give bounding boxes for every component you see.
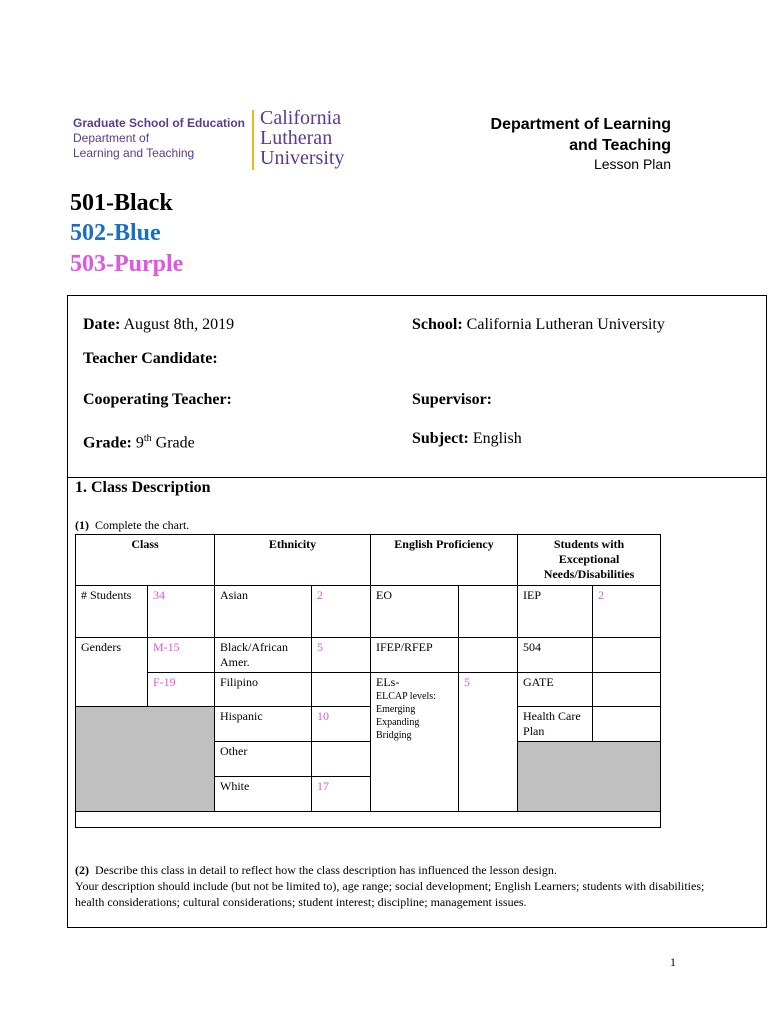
female-value: F-19	[148, 673, 215, 707]
504-value	[593, 638, 661, 673]
gse-line1: Graduate School of Education	[73, 116, 246, 130]
school-field	[412, 315, 665, 335]
department-title	[491, 114, 671, 156]
eo-value	[459, 586, 518, 638]
desc-text2: Your description should include (but not be limited to), age range; social development; English Learners; students with disabilities; health considerations; cultural considerations; student interest; discipline; management issues.	[75, 879, 705, 909]
gate-value	[593, 673, 661, 707]
subject-value: English	[472, 430, 522, 447]
class-description-heading: 1. Class Description	[75, 479, 211, 496]
supervisor-field	[412, 390, 492, 410]
school-label: School:	[412, 316, 463, 333]
inst-text: Complete the chart.	[95, 518, 190, 532]
class-description-instructions	[75, 862, 715, 910]
asian-value: 2	[312, 586, 371, 638]
clu-line1: California	[260, 107, 342, 129]
section-503: 503-Purple	[70, 251, 184, 277]
eo-label: EO	[371, 586, 459, 638]
class-gray-cell	[76, 707, 215, 812]
class-chart	[75, 534, 661, 828]
health-label: Health Care Plan	[518, 707, 593, 742]
desc-line1	[75, 862, 715, 878]
section-501: 501-Black	[70, 190, 173, 216]
grade-label: Grade:	[83, 434, 132, 452]
other-value	[312, 742, 371, 777]
needs-gray-cell	[518, 742, 661, 812]
header-english-proficiency: English Proficiency	[371, 535, 518, 586]
desc-text1: Describe this class in detail to reflect how the class description has influenced the lesson design.	[95, 863, 557, 877]
ifep-label: IFEP/RFEP	[371, 638, 459, 673]
iep-value: 2	[593, 586, 661, 638]
gse-line2: Department of	[73, 131, 150, 145]
header-ethnicity: Ethnicity	[215, 535, 371, 586]
inst-num: (1)	[75, 518, 89, 532]
elcap-expanding: Expanding	[376, 717, 420, 728]
header-class: Class	[76, 535, 215, 586]
hispanic-value: 10	[312, 707, 371, 742]
chart-instruction	[75, 517, 189, 533]
gse-logo	[73, 116, 245, 161]
coop-field	[83, 390, 232, 410]
grade-word: Grade	[155, 434, 195, 452]
supervisor-label: Supervisor:	[412, 391, 492, 408]
black-value: 5	[312, 638, 371, 673]
gate-label: GATE	[518, 673, 593, 707]
clu-line2: Lutheran	[260, 127, 333, 149]
teacher-label: Teacher Candidate:	[83, 350, 218, 367]
dept-line2: and Teaching	[569, 137, 671, 154]
subject-field	[412, 429, 522, 449]
white-label: White	[215, 777, 312, 812]
clu-logo	[260, 108, 344, 168]
genders-label: Genders	[76, 638, 148, 707]
els-cell	[371, 673, 459, 812]
teacher-field	[83, 349, 218, 369]
coop-label: Cooperating Teacher:	[83, 391, 232, 408]
subject-label: Subject:	[412, 430, 469, 447]
asian-label: Asian	[215, 586, 312, 638]
other-label: Other	[215, 742, 312, 777]
logo-divider	[252, 110, 254, 170]
504-label: 504	[518, 638, 593, 673]
date-field	[83, 315, 234, 335]
school-value: California Lutheran University	[466, 316, 665, 333]
hispanic-label: Hispanic	[215, 707, 312, 742]
iep-label: IEP	[518, 586, 593, 638]
header-exceptional-needs: Students with Exceptional Needs/Disabilities	[518, 535, 661, 586]
grade-num: 9	[135, 434, 144, 452]
els-label: ELs-	[376, 675, 400, 689]
black-label: Black/African Amer.	[215, 638, 312, 673]
desc-num: (2)	[75, 863, 89, 877]
table-footer-row	[76, 812, 661, 828]
gse-line3: Learning and Teaching	[73, 146, 195, 160]
dept-line1: Department of Learning	[490, 116, 671, 133]
filipino-value	[312, 673, 371, 707]
els-value: 5	[459, 673, 518, 812]
clu-line3: University	[260, 147, 345, 169]
students-label: # Students	[76, 586, 148, 638]
lesson-plan-label: Lesson Plan	[593, 156, 671, 172]
elcap-label: ELCAP levels:	[376, 691, 436, 702]
grade-field	[83, 429, 195, 453]
date-value: August 8th, 2019	[123, 316, 235, 333]
filipino-label: Filipino	[215, 673, 312, 707]
students-value: 34	[148, 586, 215, 638]
grade-sup: th	[143, 433, 152, 444]
male-value: M-15	[148, 638, 215, 673]
ifep-value	[459, 638, 518, 673]
page-number: 1	[670, 955, 676, 969]
elcap-bridging: Bridging	[376, 730, 412, 741]
section-502: 502-Blue	[70, 220, 161, 246]
elcap-emerging: Emerging	[376, 704, 416, 715]
date-label: Date:	[83, 316, 121, 333]
health-value	[593, 707, 661, 742]
white-value: 17	[312, 777, 371, 812]
